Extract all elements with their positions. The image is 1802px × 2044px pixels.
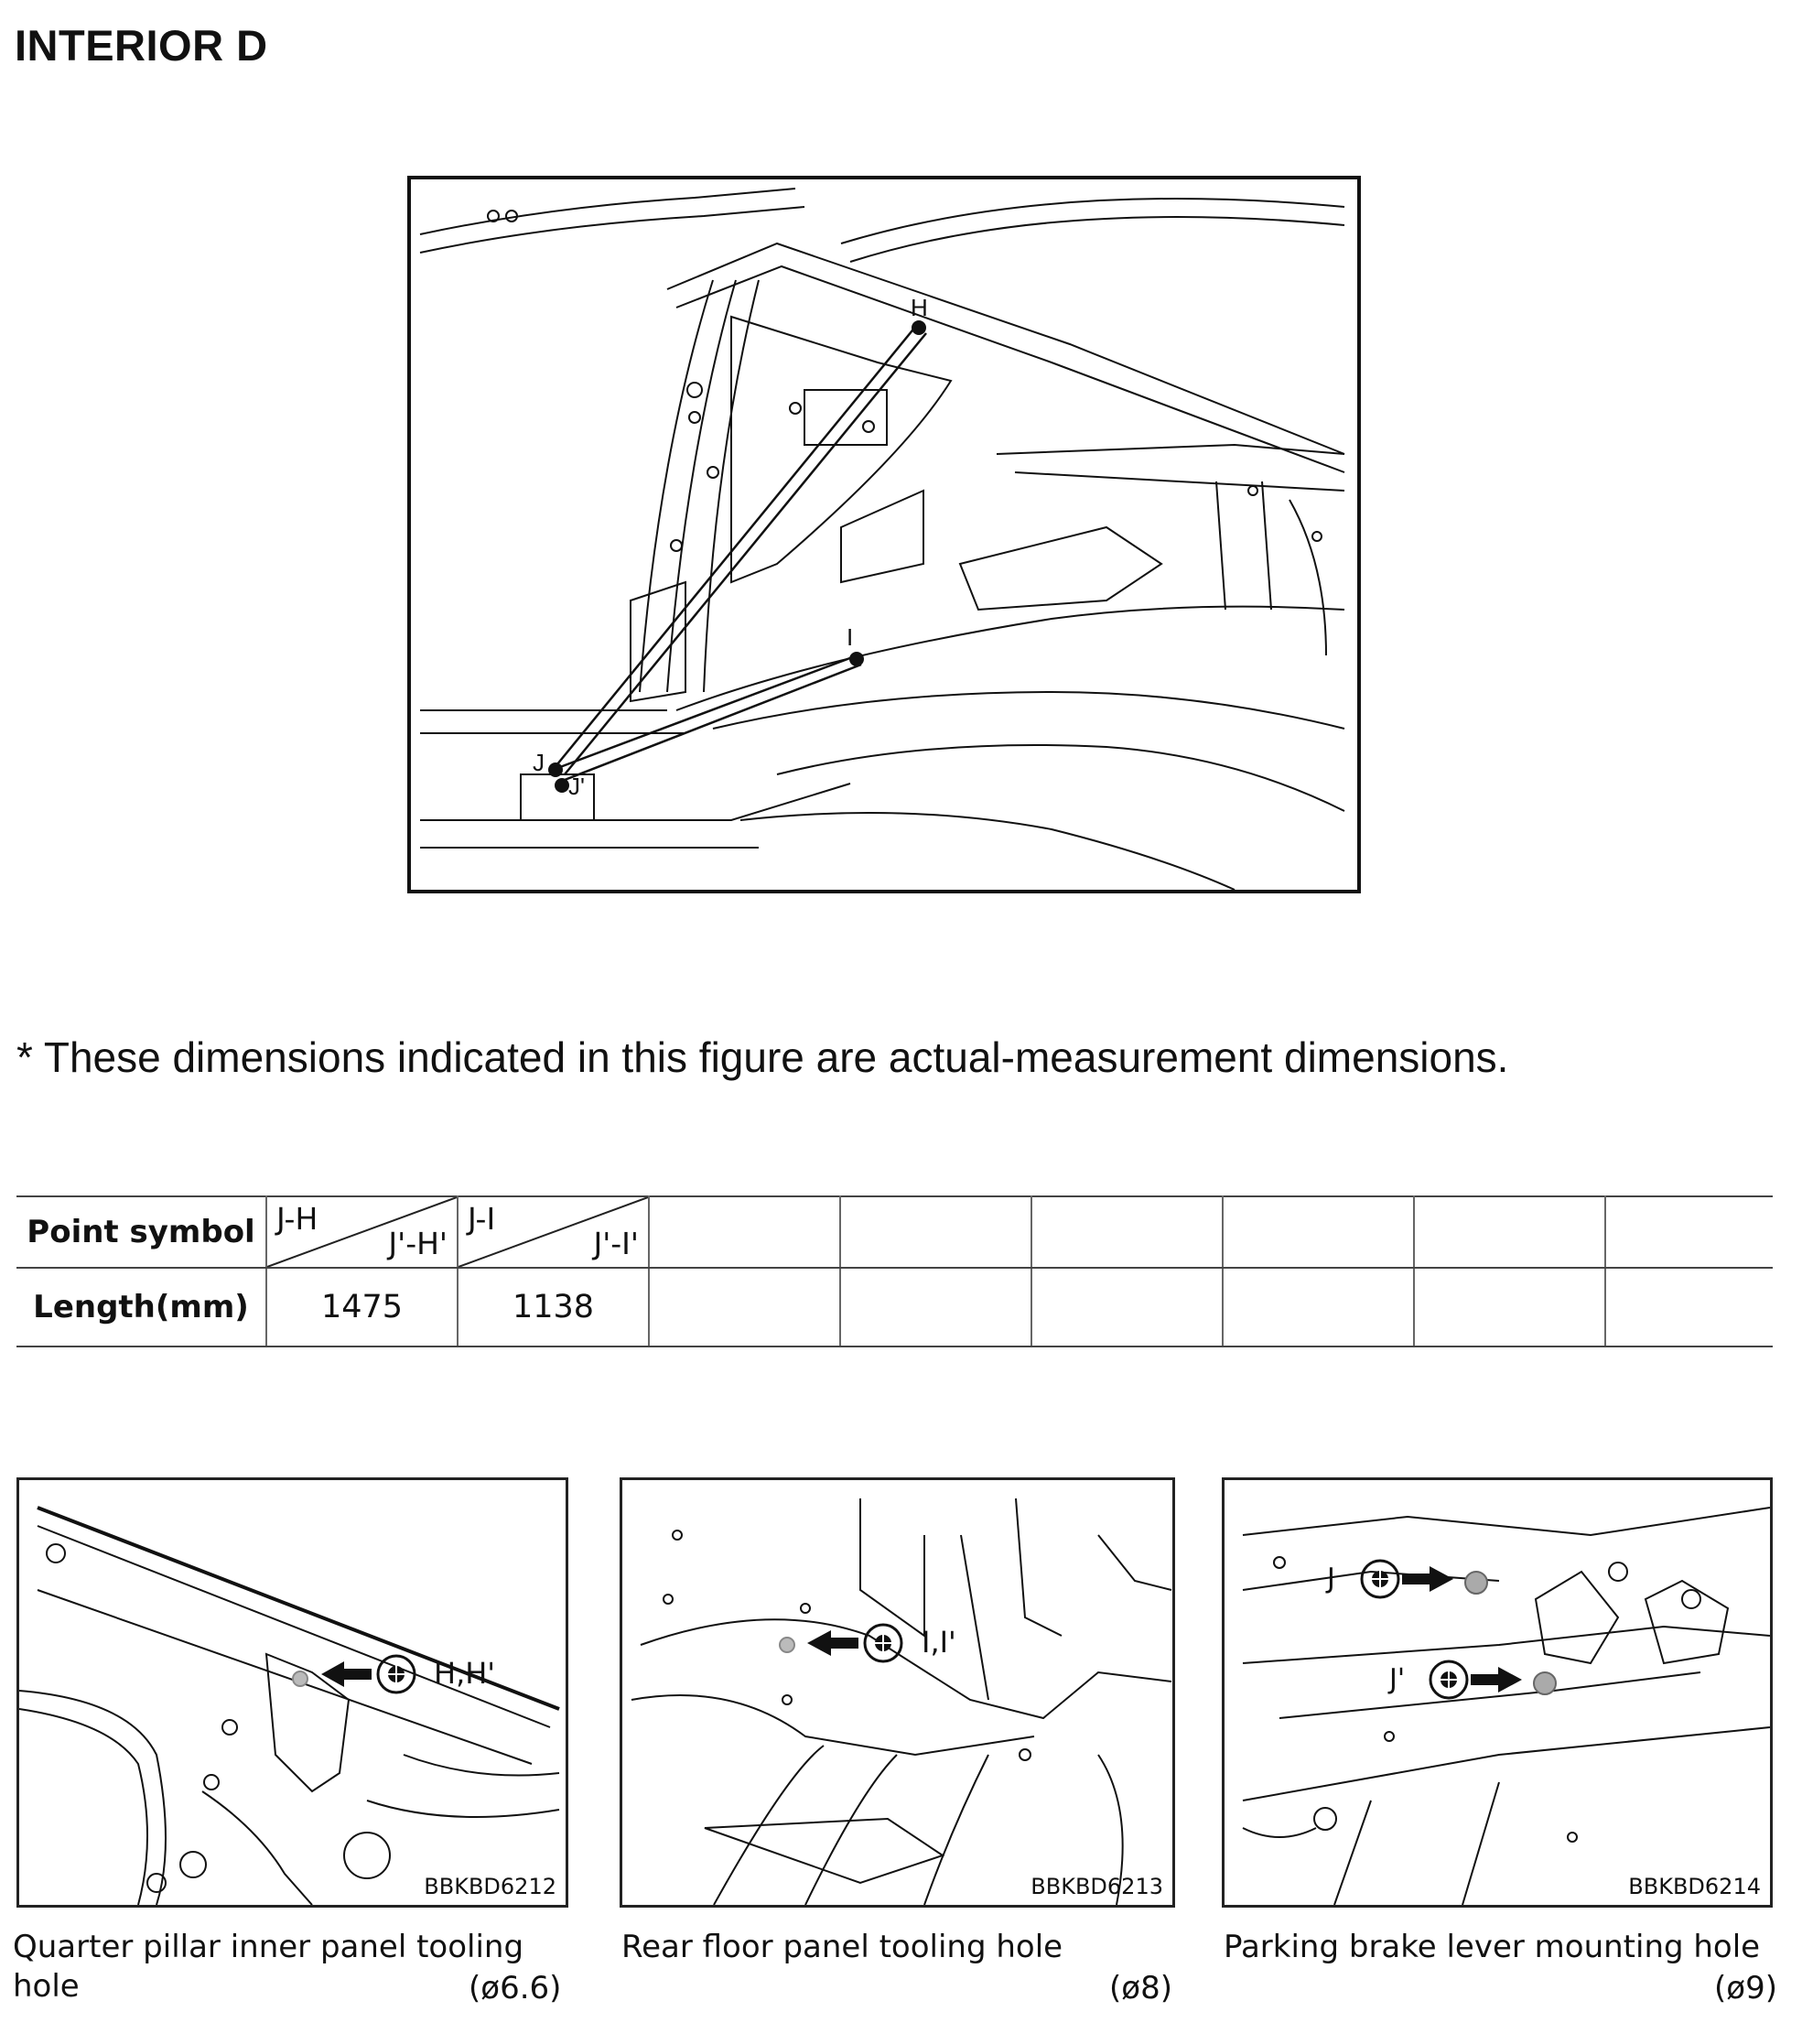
detail-point-label: I,I'	[922, 1625, 956, 1660]
figure-code: BBKBD6213	[1030, 1874, 1163, 1899]
point-symbol-bottom: J'-H'	[388, 1226, 448, 1261]
empty-cell	[840, 1196, 1031, 1268]
measurement-lines	[553, 326, 926, 780]
hole-marker-j	[1465, 1572, 1487, 1594]
point-symbol-cell	[458, 1196, 649, 1268]
hole-marker	[293, 1671, 308, 1686]
point-j-label: J	[533, 749, 545, 776]
diameter-label: (ø8)	[1109, 1970, 1172, 2006]
table-row	[16, 1268, 1773, 1346]
point-j-prime-label: J'	[568, 773, 585, 800]
detail-point-label: H,H'	[434, 1656, 496, 1691]
diameter-label: (ø6.6)	[469, 1970, 562, 2006]
diameter-label: (ø9)	[1714, 1970, 1777, 2006]
main-figure	[407, 176, 1361, 893]
point-j-marker	[549, 763, 562, 776]
arrow-icon	[1402, 1566, 1453, 1592]
hole-marker-j-prime	[1534, 1672, 1556, 1694]
detail-figure-h	[16, 1477, 568, 1908]
row-header-point-symbol: Point symbol	[16, 1196, 266, 1268]
empty-cell	[649, 1268, 840, 1346]
point-symbol-bottom: J'-I'	[593, 1226, 639, 1261]
caption-line: Quarter pillar inner panel tooling	[13, 1929, 524, 1965]
empty-cell	[1031, 1268, 1223, 1346]
point-i-label: I	[847, 623, 854, 651]
figure-code: BBKBD6212	[424, 1874, 556, 1899]
empty-cell	[1414, 1196, 1605, 1268]
detail-point-label-j-prime: J'	[1389, 1663, 1406, 1695]
row-header-length: Length(mm)	[16, 1268, 266, 1346]
page-title: INTERIOR D	[15, 21, 268, 70]
point-i-marker	[850, 653, 863, 665]
length-value: 1138	[458, 1268, 649, 1346]
empty-cell	[1605, 1268, 1773, 1346]
point-j-prime-marker	[556, 779, 568, 792]
point-symbol-top: J-I	[468, 1201, 496, 1237]
table-row	[16, 1196, 1773, 1268]
detail-point-label-j: J	[1327, 1563, 1335, 1595]
empty-cell	[1031, 1196, 1223, 1268]
arrow-icon	[1471, 1667, 1522, 1693]
point-h-label: H	[911, 294, 928, 321]
empty-cell	[649, 1196, 840, 1268]
dimensions-table	[16, 1195, 1773, 1347]
figure-code: BBKBD6214	[1628, 1874, 1761, 1899]
detail-figure-j	[1222, 1477, 1773, 1908]
point-symbol-cell	[266, 1196, 458, 1268]
empty-cell	[840, 1268, 1031, 1346]
measurement-note: * These dimensions indicated in this figure are actual-measurement dimensions.	[16, 1033, 1509, 1081]
caption-line: Parking brake lever mounting hole	[1224, 1929, 1761, 1965]
arrow-icon	[321, 1661, 372, 1687]
empty-cell	[1605, 1196, 1773, 1268]
point-h-marker	[912, 321, 925, 334]
caption-line: Rear floor panel tooling hole	[621, 1929, 1063, 1965]
point-symbol-top: J-H	[276, 1201, 318, 1237]
hole-marker	[780, 1638, 794, 1652]
empty-cell	[1414, 1268, 1605, 1346]
caption-line: hole	[13, 1968, 80, 2005]
empty-cell	[1223, 1268, 1414, 1346]
length-value: 1475	[266, 1268, 458, 1346]
arrow-icon	[807, 1630, 858, 1656]
empty-cell	[1223, 1196, 1414, 1268]
detail-figure-i	[620, 1477, 1175, 1908]
